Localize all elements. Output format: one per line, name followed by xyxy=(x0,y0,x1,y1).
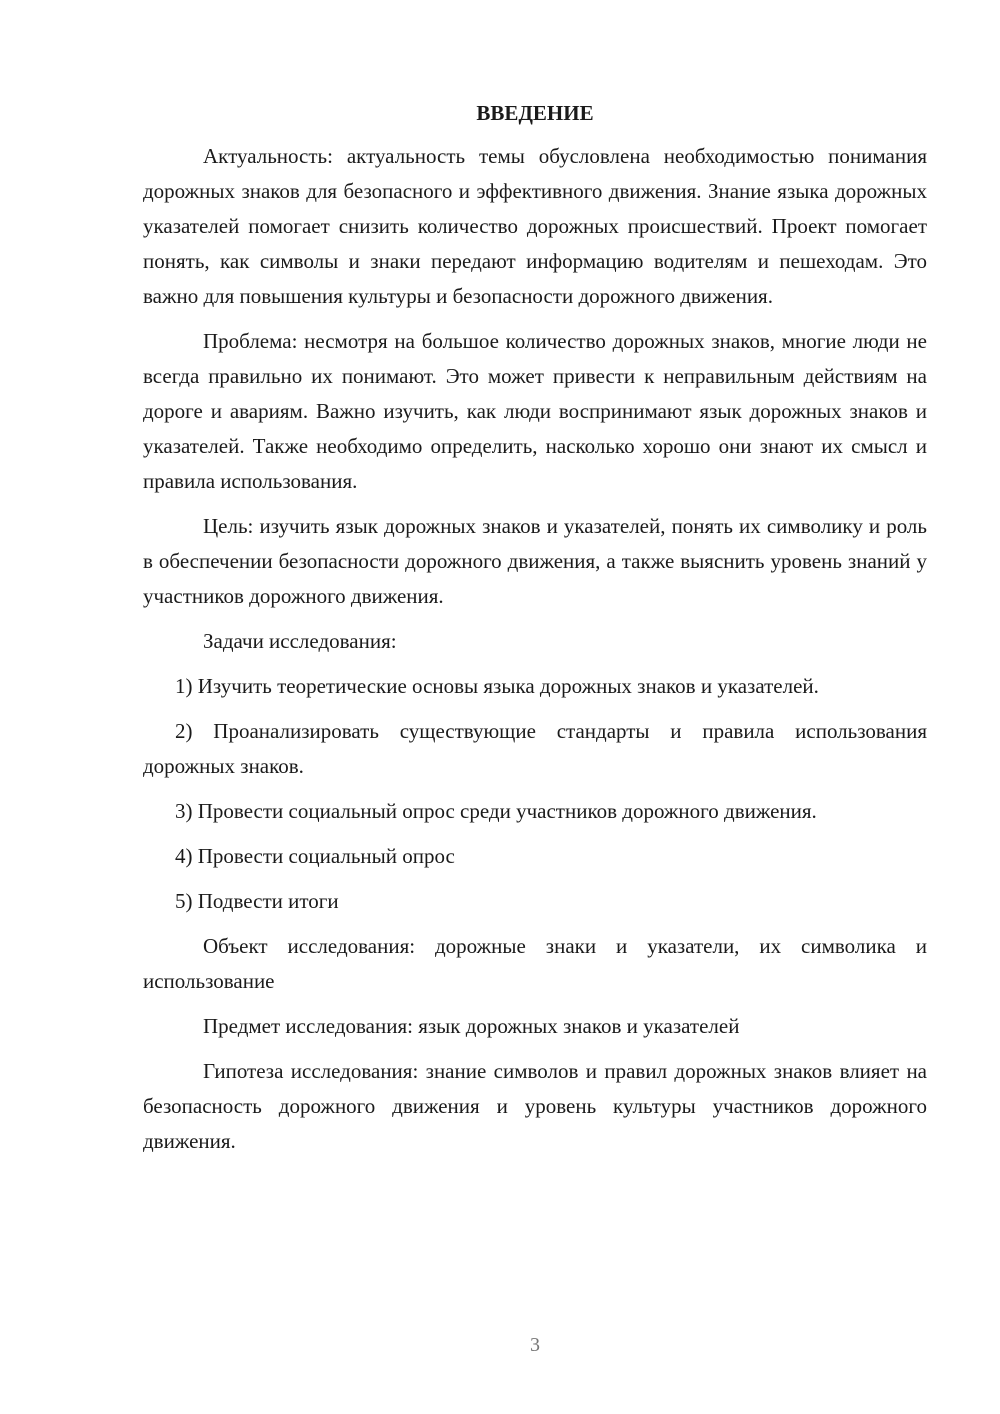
task-item-3: 3) Провести социальный опрос среди участников дорожного движения. xyxy=(175,799,817,823)
task-item-1: 1) Изучить теоретические основы языка дорожных знаков и указателей. xyxy=(175,674,819,698)
task-item-2: 2) Проанализировать существующие стандарты и правила использования дорожных знаков. xyxy=(143,719,927,778)
paragraph-hypothesis: Гипотеза исследования: знание символов и правил дорожных знаков влияет на безопасность дорожного движения и уровень культуры участников дорожного движения. xyxy=(143,1059,927,1153)
paragraph-subject: Предмет исследования: язык дорожных знаков и указателей xyxy=(203,1014,740,1038)
paragraph-tasks-heading: Задачи исследования: xyxy=(203,629,397,653)
task-item-5: 5) Подвести итоги xyxy=(175,889,339,913)
section-title: ВВЕДЕНИЕ xyxy=(476,101,594,125)
page-number: 3 xyxy=(530,1334,540,1356)
paragraph-relevance: Актуальность: актуальность темы обусловлена необходимостью понимания дорожных знаков для безопасного и эффективного движения. Знание языка дорожных указателей помогает снизить количество дорожных происшествий. Проект помогает понять, как символы и знаки передают информацию водителям и пешеходам. Это важно для повышения культуры и безопасности дорожного движения. xyxy=(143,144,927,308)
document-body xyxy=(143,96,927,1169)
paragraph-object: Объект исследования: дорожные знаки и указатели, их символика и использование xyxy=(143,934,927,993)
task-item-4: 4) Провести социальный опрос xyxy=(175,844,455,868)
paragraph-problem: Проблема: несмотря на большое количество дорожных знаков, многие люди не всегда правильно их понимают. Это может привести к неправильным действиям на дороге и авариям. Важно изучить, как люди воспринимают язык дорожных знаков и указателей. Также необходимо определить, насколько хорошо они знают их смысл и правила использования. xyxy=(143,329,927,493)
paragraph-goal: Цель: изучить язык дорожных знаков и указателей, понять их символику и роль в обеспечении безопасности дорожного движения, а также выяснить уровень знаний у участников дорожного движения. xyxy=(143,514,927,608)
